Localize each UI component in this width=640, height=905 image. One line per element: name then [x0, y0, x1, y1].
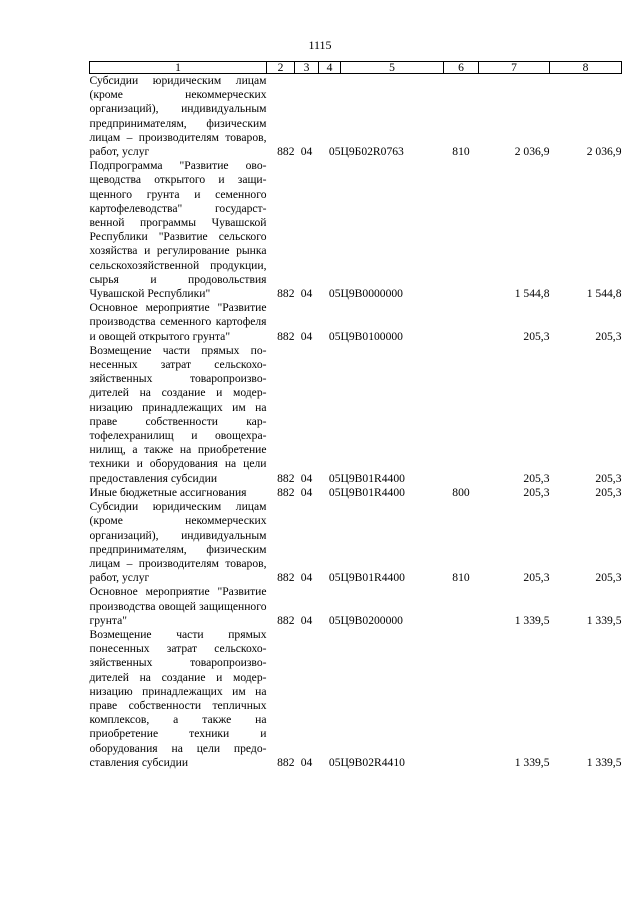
- amount-year-2: 205,3: [595, 471, 622, 485]
- section-code: 04: [300, 329, 313, 343]
- table-row: [90, 159, 622, 301]
- table-row: [90, 500, 622, 585]
- amount-year-1: 2 036,9: [514, 145, 550, 159]
- target-article-code: Ц9В01R4400: [340, 471, 405, 485]
- column-number-header: 5: [341, 62, 444, 74]
- ministry-code: 882: [277, 145, 295, 159]
- expense-type-code: [444, 344, 479, 486]
- ministry-code: 882: [277, 613, 295, 627]
- amount-year-1: 1 339,5: [514, 613, 550, 627]
- amount-year-1: 205,3: [523, 571, 550, 585]
- table-header-row: [90, 62, 622, 74]
- table-row: [90, 301, 622, 344]
- expense-type-code: [444, 585, 479, 628]
- section-code: 04: [300, 287, 313, 301]
- subsection-code: 05: [328, 613, 341, 627]
- column-number-header: 6: [444, 62, 479, 74]
- subsection-code: 05: [328, 145, 341, 159]
- amount-year-2: 1 339,5: [586, 613, 622, 627]
- row-description: Подпрограмма "Развитие овощеводства открытого и защищенного грунта и семенного картофелеводства" государственной программы Чувашской Республики "Развитие сельского хозяйства и регулирование рынка сельскохозяйственной продукции, сырья и продовольствия Чувашской Республики": [89, 159, 267, 301]
- row-description: Основное мероприятие "Развитие производства семенного картофеля и овощей открытого грунта": [89, 301, 267, 343]
- ministry-code: 882: [277, 287, 295, 301]
- budget-table: [89, 61, 622, 770]
- ministry-code: 882: [277, 571, 295, 585]
- table-row: [90, 585, 622, 628]
- row-description: Возмещение части прямых понесенных затрат сельскохозяйственных товаропроизводителей на создание и модернизацию принадлежащих им на праве собственности тепличных комплексов, а также на приобретение техники и оборудования на цели предоставления субсидии: [89, 627, 267, 769]
- section-code: 04: [300, 471, 313, 485]
- ministry-code: 882: [277, 471, 295, 485]
- amount-year-1: 205,3: [523, 471, 550, 485]
- table-row: [90, 628, 622, 770]
- section-code: 04: [300, 485, 313, 499]
- amount-year-1: 205,3: [523, 329, 550, 343]
- target-article-code: Ц9В01R4400: [340, 485, 405, 499]
- target-article-code: Ц9В01R4400: [340, 571, 405, 585]
- section-code: 04: [300, 571, 313, 585]
- table-row: [90, 344, 622, 486]
- column-number-header: 4: [319, 62, 341, 74]
- row-description: Основное мероприятие "Развитие производства овощей защищенного грунта": [89, 585, 267, 627]
- expense-type-code: 810: [452, 571, 470, 585]
- section-code: 04: [300, 755, 313, 769]
- amount-year-2: 2 036,9: [586, 145, 622, 159]
- row-description: Иные бюджетные ассигнования: [89, 485, 247, 499]
- subsection-code: 05: [328, 571, 341, 585]
- amount-year-2: 1 339,5: [586, 755, 622, 769]
- amount-year-1: 1 544,8: [514, 287, 550, 301]
- table-row: [90, 486, 622, 500]
- expense-type-code: [444, 301, 479, 344]
- row-description: Субсидии юридическим лицам (кроме некоммерческих организаций), индивидуальным предпринимателям, физическим лицам – производителям товаров, работ, услуг: [89, 500, 267, 585]
- subsection-code: 05: [328, 287, 341, 301]
- subsection-code: 05: [328, 485, 341, 499]
- target-article-code: Ц9В02R4410: [340, 755, 405, 769]
- amount-year-2: 205,3: [595, 485, 622, 499]
- page-number: 1115: [308, 38, 332, 52]
- ministry-code: 882: [277, 485, 295, 499]
- ministry-code: 882: [277, 329, 295, 343]
- amount-year-2: 1 544,8: [586, 287, 622, 301]
- target-article-code: Ц9В0000000: [340, 287, 403, 301]
- expense-type-code: 800: [452, 485, 470, 499]
- target-article-code: Ц9В0200000: [340, 613, 403, 627]
- target-article-code: Ц9Б02R0763: [340, 145, 404, 159]
- ministry-code: 882: [277, 755, 295, 769]
- amount-year-2: 205,3: [595, 329, 622, 343]
- column-number-header: 8: [550, 62, 622, 74]
- column-number-header: 1: [90, 62, 267, 74]
- section-code: 04: [300, 613, 313, 627]
- expense-type-code: [444, 628, 479, 770]
- subsection-code: 05: [328, 329, 341, 343]
- amount-year-1: 205,3: [523, 485, 550, 499]
- column-number-header: 2: [267, 62, 295, 74]
- row-description: Субсидии юридическим лицам (кроме некоммерческих организаций), индивидуальным предпринимателям, физическим лицам – производителям товаров, работ, услуг: [89, 74, 267, 159]
- subsection-code: 05: [328, 755, 341, 769]
- target-article-code: Ц9В0100000: [340, 329, 403, 343]
- column-number-header: 3: [295, 62, 319, 74]
- expense-type-code: [444, 159, 479, 301]
- subsection-code: 05: [328, 471, 341, 485]
- table-row: [90, 74, 622, 160]
- expense-type-code: 810: [452, 145, 470, 159]
- column-number-header: 7: [479, 62, 550, 74]
- amount-year-2: 205,3: [595, 571, 622, 585]
- amount-year-1: 1 339,5: [514, 755, 550, 769]
- section-code: 04: [300, 145, 313, 159]
- row-description: Возмещение части прямых понесенных затрат сельскохозяйственных товаропроизводителей на создание и модернизацию принадлежащих им на праве собственности картофелехранилищ и овощехранилищ, а также на приобретение техники и оборудования на цели предоставления субсидии: [89, 343, 267, 485]
